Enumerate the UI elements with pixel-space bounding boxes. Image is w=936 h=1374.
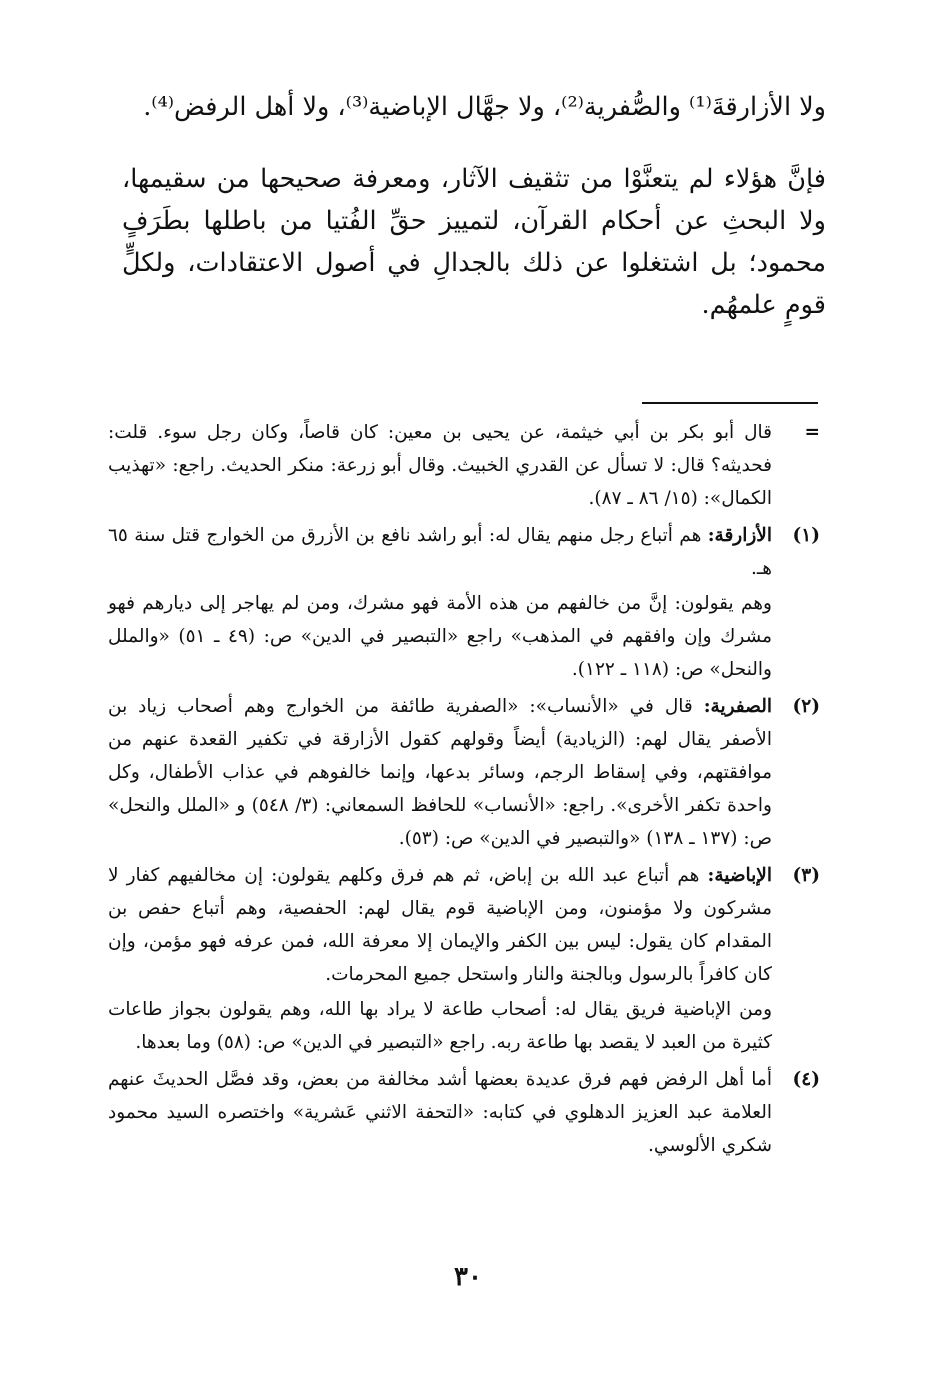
footnote-1 bbox=[108, 519, 820, 686]
footnote-4 bbox=[108, 1063, 820, 1162]
footnote-3 bbox=[108, 859, 820, 1059]
footnote-marker: = bbox=[804, 422, 820, 443]
footnote-text: ومن الإباضية فريق يقال له: أصحاب طاعة لا يراد بها الله، وهم يقولون بجواز طاعات كثيرة من العبد لا يقصد بها طاعة ربه. راجع «التبصير في الدين» ص: (٥٨) وما بعدها. bbox=[108, 999, 772, 1053]
footnote-text: وهم يقولون: إنَّ من خالفهم من هذه الأمة فهو مشرك، ومن لم يهاجر إلى ديارهم فهو مشرك وإن وافقهم في المذهب» راجع «التبصير في الدين» ص: (٤٩ ـ ٥١) «والملل والنحل» ص: (١١٨ ـ ١٢٢). bbox=[108, 593, 773, 680]
main-paragraph-1: ولا الأزارقةَ⁽¹⁾ والصُّفرية⁽²⁾، ولا جهَّال الإباضية⁽³⁾، ولا أهل الرفض⁽⁴⁾. bbox=[143, 92, 826, 122]
footnote-continuation bbox=[108, 416, 820, 515]
footnote-term: الإباضية: bbox=[707, 865, 772, 886]
footnote-separator bbox=[642, 402, 818, 404]
footnote-text: أما أهل الرفض فهم فرق عديدة بعضها أشد مخالفة من بعض، وقد فصَّل الحديثَ عنهم العلامة عبد العزيز الدهلوي في كتابه: «التحفة الاثني عَشرية» واختصره السيد محمود شكري الألوسي. bbox=[108, 1069, 772, 1156]
main-text bbox=[122, 86, 826, 326]
footnote-text: قال في «الأنساب»: «الصفرية طائفة من الخوارج وهم أصحاب زياد بن الأصفر يقال لهم: (الزيادية) أيضاً وقولهم كقول الأزارقة في تكفير القعدة عنهم من موافقتهم، وفي إسقاط الرجم، وسائر بدعها، وإنما خالفوهم في عذاب الأطفال، وكل واحدة تكفر الأخرى». راجع: «الأنساب» للحافظ السمعاني: (٣/ ٥٤٨) و «الملل والنحل» ص: (١٣٧ ـ ١٣٨) «والتبصير في الدين» ص: (٥٣). bbox=[108, 696, 772, 849]
footnote-number: (٣) bbox=[792, 865, 820, 886]
footnote-text: هم أتباع عبد الله بن إباض، ثم هم فرق وكلهم يقولون: إن مخالفيهم كفار لا مشركون ولا مؤمنون، ومن الإباضية قوم يقال لهم: الحفصية، وهم أتباع حفص بن المقدام كان يقول: ليس بين الكفر والإيمان إلا معرفة الله، فمن عرفه فهو مؤمن، وإن كان كافراً بالرسول وبالجنة والنار واستحل جميع المحرمات. bbox=[108, 865, 772, 985]
footnote-term: الصفرية: bbox=[703, 696, 772, 717]
footnotes bbox=[108, 416, 820, 1166]
footnote-number: (١) bbox=[792, 525, 820, 546]
footnote-term: الأزارقة: bbox=[707, 525, 772, 546]
footnote-number: (٢) bbox=[792, 696, 820, 717]
footnote-2 bbox=[108, 690, 820, 855]
main-paragraph-2: فإنَّ هؤلاء لم يتعنَّوْا من تثقيف الآثار، ومعرفة صحيحها من سقيمها، ولا البحثِ عن أحكام القرآن، لتمييز حقِّ الفُتيا من باطلها بطَرَفٍ محمود؛ بل اشتغلوا عن ذلك بالجدالِ في أصول الاعتقادات، ولكلٍّ قومٍ علمهُم. bbox=[122, 164, 826, 320]
footnote-text: قال أبو بكر بن أبي خيثمة، عن يحيى بن معين: كان قاصاً، وكان رجل سوء. قلت: فحديثه؟ قال: لا تسأل عن القدري الخبيث. وقال أبو زرعة: منكر الحديث. راجع: «تهذيب الكمال»: (١٥/ ٨٦ ـ ٨٧). bbox=[108, 422, 772, 509]
footnote-text: هم أتباع رجل منهم يقال له: أبو راشد نافع بن الأزرق من الخوارج قتل سنة ٦٥ هـ. bbox=[108, 525, 772, 579]
page-number: ٣٠ bbox=[454, 1262, 482, 1292]
footnote-number: (٤) bbox=[792, 1069, 820, 1090]
